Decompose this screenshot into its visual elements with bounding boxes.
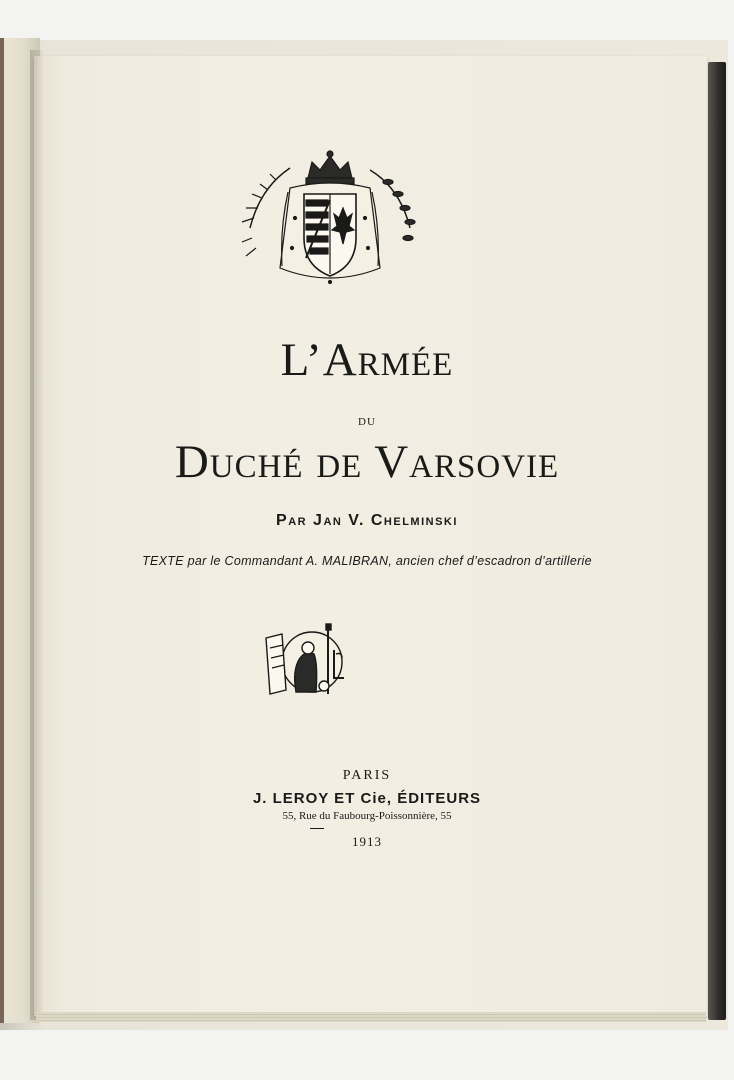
imprint-city: PARIS: [342, 768, 392, 783]
imprint-year: 1913: [352, 834, 382, 849]
book-cover-edge: [708, 62, 726, 1020]
left-cover-edge: [0, 38, 4, 1023]
title-connector: du: [358, 412, 376, 429]
author-line: Par Jan V. Chelminski: [276, 512, 458, 529]
text-credit-line: TEXTE par le Commandant A. MALIBRAN, ancien chef d’escadron d’artillerie: [142, 554, 592, 568]
page-edges: [36, 1012, 706, 1022]
imprint-address: 55, Rue du Faubourg-Poissonnière, 55: [282, 810, 452, 822]
title-line-1: L’Armée: [280, 334, 454, 386]
coat-of-arms-icon: [240, 148, 420, 298]
publisher-device-icon: [256, 620, 356, 702]
title-line-2: Duché de Varsovie: [174, 436, 560, 488]
page-fold-shadow: [30, 50, 44, 1020]
imprint-rule: [310, 828, 324, 829]
imprint-publisher: J. LEROY ET Cie, ÉDITEURS: [252, 790, 482, 807]
